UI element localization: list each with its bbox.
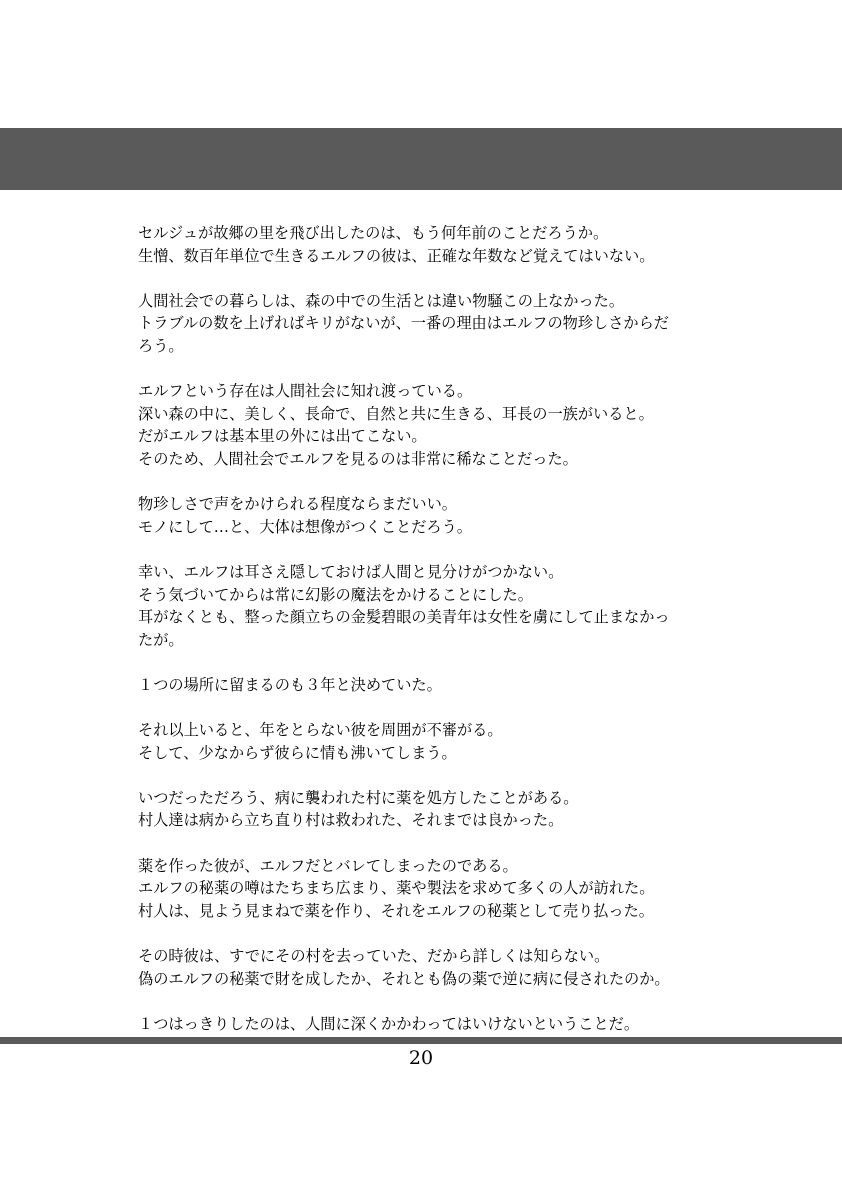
- paragraph: [138, 290, 728, 358]
- text-line: 深い森の中に、美しく、長命で、自然と共に生きる、耳長の一族がいると。: [138, 404, 654, 423]
- paragraph: [138, 561, 728, 651]
- text-line: 生憎、数百年単位で生きるエルフの彼は、正確な年数など覚えてはいない。: [138, 246, 655, 265]
- text-line: その時彼は、すでにその村を去っていた、だから詳しくは知らない。: [138, 947, 610, 965]
- text-line: そう気づいてからは常に幻影の魔法をかけることにした。: [138, 585, 533, 604]
- text-line: 人間社会での暮らしは、森の中での生活とは違い物騒この上なかった。: [138, 291, 624, 310]
- text-line: 村人達は病から立ち直り村は救われた、それまでは良かった。: [138, 811, 564, 830]
- text-line: エルフの秘薬の噂はたちまち広まり、薬や製法を求めて多くの人が訪れた。: [138, 879, 655, 898]
- text-line: １つはっきりしたのは、人間に深くかかわってはいけないということだ。: [138, 1014, 640, 1033]
- text-line: 耳がなくとも、整った顔立ちの金髪碧眼の美青年は女性を虜にして止まなかっ: [138, 608, 670, 627]
- paragraph: [138, 493, 728, 538]
- paragraph: [138, 380, 728, 470]
- header-band: [0, 128, 842, 190]
- text-line: それ以上いると、年をとらない彼を周囲が不審がる。: [138, 721, 503, 740]
- text-line: モノにして…と、大体は想像がつくことだろう。: [138, 517, 472, 536]
- text-line: 物珍しさで声をかけられる程度ならまだいい。: [138, 495, 457, 514]
- paragraph: [138, 945, 728, 990]
- text-line: そのため、人間社会でエルフを見るのは非常に稀なことだった。: [138, 449, 578, 468]
- text-line: 村人は、見よう見まねで薬を作り、それをエルフの秘薬として売り払った。: [138, 901, 654, 920]
- paragraph: [138, 674, 728, 697]
- text-line: たが。: [138, 630, 184, 649]
- paragraph: [138, 1013, 728, 1036]
- footer-rule: [0, 1037, 842, 1044]
- text-line: そして、少なからず彼らに情も沸いてしまう。: [138, 743, 457, 762]
- paragraph: [138, 787, 728, 832]
- text-line: エルフという存在は人間社会に知れ渡っている。: [138, 382, 473, 401]
- paragraph: [138, 222, 728, 267]
- text-line: いつだっただろう、病に襲われた村に薬を処方したことがある。: [138, 788, 579, 807]
- text-line: １つの場所に留まるのも３年と決めていた。: [138, 675, 442, 694]
- paragraph: [138, 855, 728, 923]
- text-line: 薬を作った彼が、エルフだとバレてしまったのである。: [138, 856, 518, 875]
- text-line: 幸い、エルフは耳さえ隠しておけば人間と見分けがつかない。: [138, 562, 564, 581]
- text-line: 偽のエルフの秘薬で財を成したか、それとも偽の薬で逆に病に侵されたのか。: [138, 969, 670, 988]
- text-line: トラブルの数を上げればキリがないが、一番の理由はエルフの物珍しさからだ: [138, 314, 669, 333]
- text-line: セルジュが故郷の里を飛び出したのは、もう何年前のことだろうか。: [138, 224, 609, 242]
- body-text: [138, 222, 728, 1035]
- text-line: だがエルフは基本里の外には出てこない。: [138, 427, 427, 446]
- page-number: 20: [408, 1047, 434, 1069]
- paragraph: [138, 719, 728, 764]
- text-line: ろう。: [138, 336, 184, 355]
